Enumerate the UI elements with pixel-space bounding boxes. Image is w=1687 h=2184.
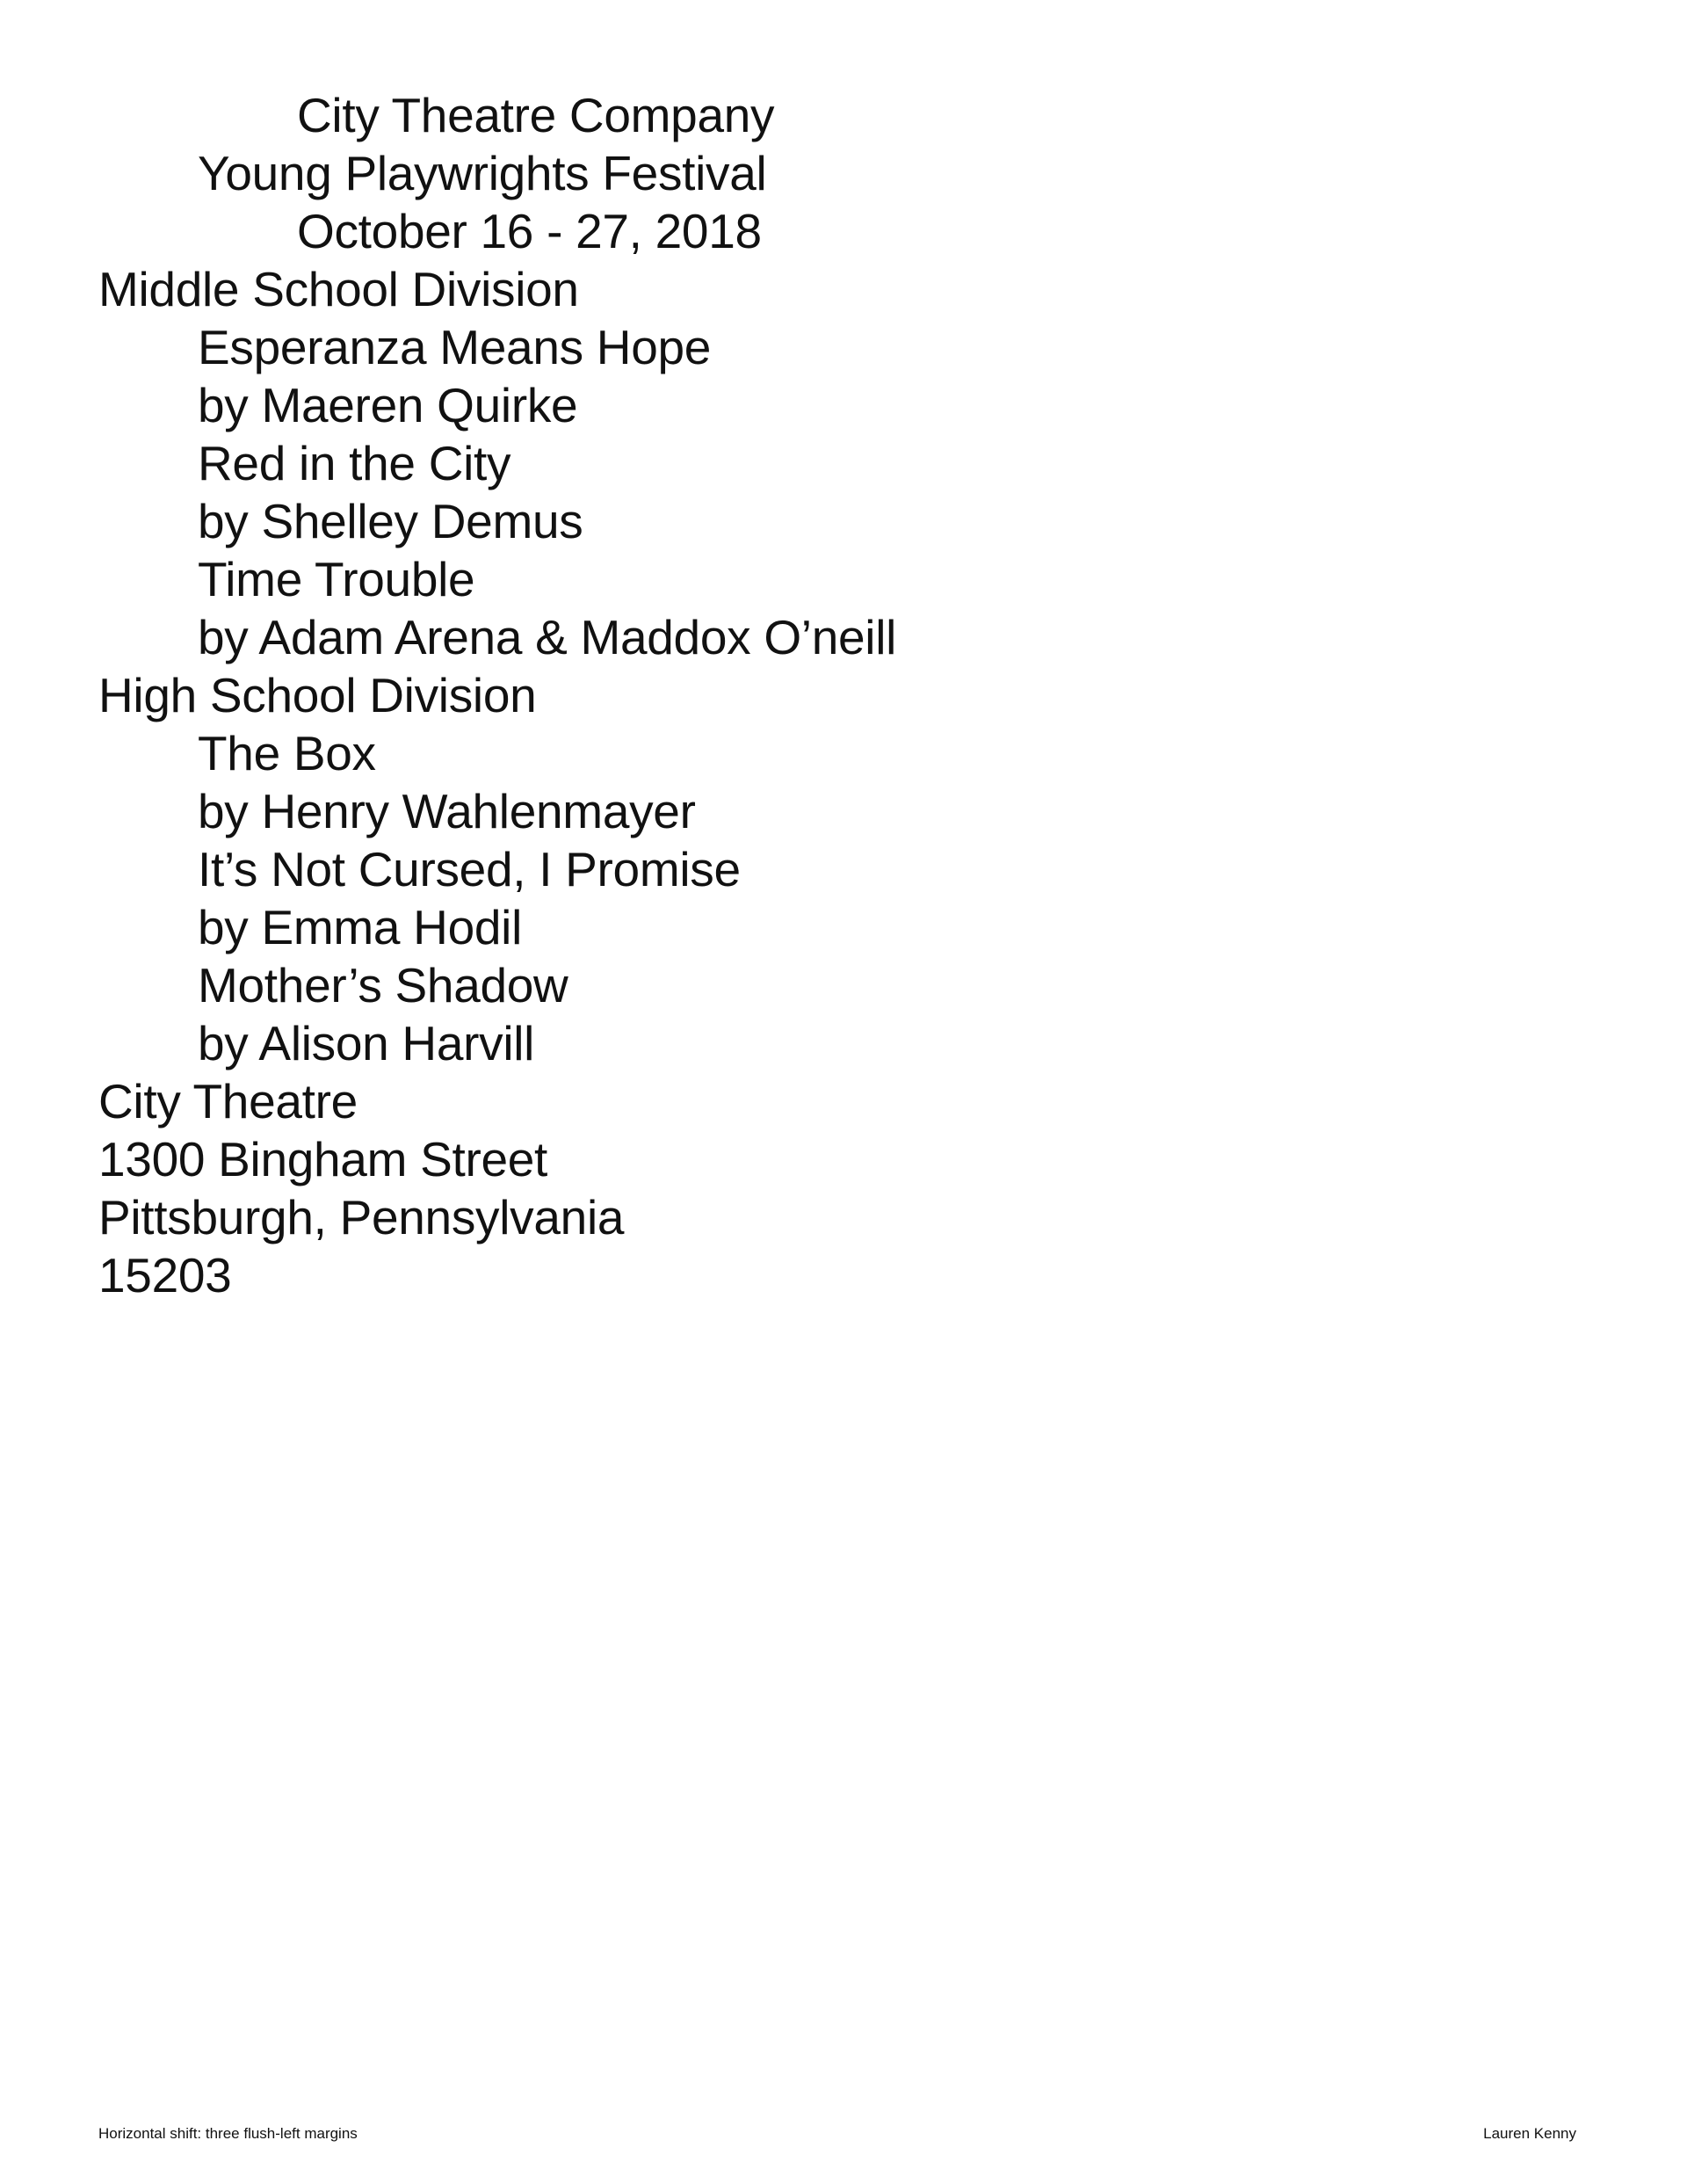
play-author: by Maeren Quirke bbox=[198, 378, 578, 432]
festival-name: Young Playwrights Festival bbox=[198, 146, 767, 200]
play-title: It’s Not Cursed, I Promise bbox=[198, 842, 741, 896]
venue-name: City Theatre bbox=[98, 1074, 358, 1128]
venue-street: 1300 Bingham Street bbox=[98, 1132, 548, 1186]
venue-city: Pittsburgh, Pennsylvania bbox=[98, 1190, 625, 1244]
footer-author: Lauren Kenny bbox=[1483, 2125, 1576, 2142]
footer-caption: Horizontal shift: three flush-left margins bbox=[98, 2125, 358, 2142]
play-title: Red in the City bbox=[198, 436, 511, 490]
company-name: City Theatre Company bbox=[297, 88, 775, 142]
play-author: by Adam Arena & Maddox O’neill bbox=[198, 610, 897, 664]
play-title: Esperanza Means Hope bbox=[198, 320, 712, 374]
play-author: by Shelley Demus bbox=[198, 494, 583, 548]
middle-school-heading: Middle School Division bbox=[98, 262, 579, 316]
play-title: Time Trouble bbox=[198, 552, 475, 606]
play-title: Mother’s Shadow bbox=[198, 958, 568, 1012]
play-author: by Emma Hodil bbox=[198, 900, 522, 954]
play-author: by Henry Wahlenmayer bbox=[198, 784, 696, 838]
play-author: by Alison Harvill bbox=[198, 1016, 535, 1070]
poster-text bbox=[98, 86, 1592, 1304]
play-title: The Box bbox=[198, 726, 376, 780]
venue-zip: 15203 bbox=[98, 1248, 232, 1302]
festival-dates: October 16 - 27, 2018 bbox=[297, 204, 762, 258]
high-school-heading: High School Division bbox=[98, 668, 537, 722]
